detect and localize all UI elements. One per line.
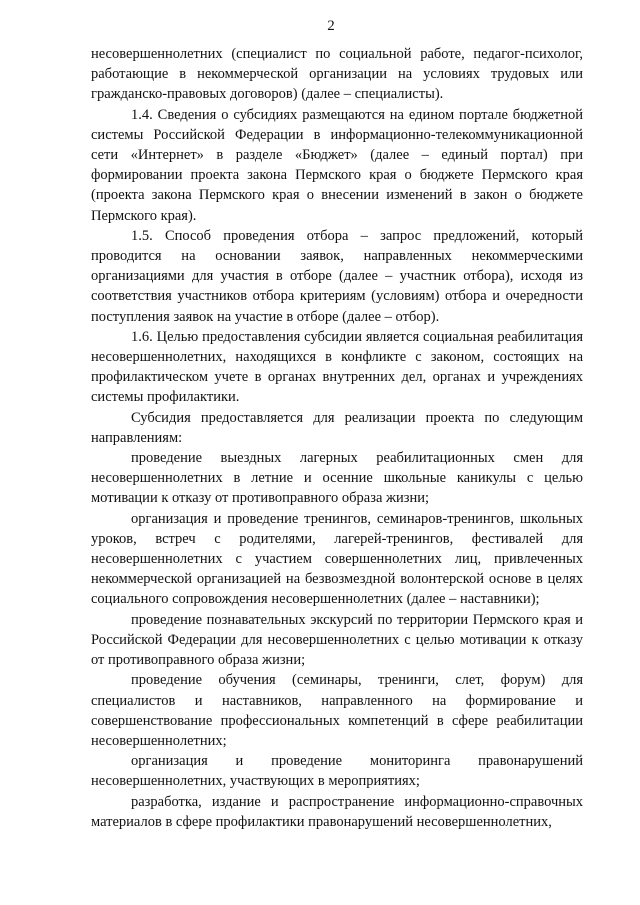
list-item-excursions: проведение познавательных экскурсий по территории Пермского края и Российской Федерации для несовершеннолетних с целью мотивации к отказу от противоправного образа жизни; [91,611,583,669]
list-item-trainings: организация и проведение тренингов, семинаров-тренингов, школьных уроков, встреч с родителями, лагерей-тренингов, фестивалей для несовершеннолетних с участием совершеннолетних лиц, привлеченных некоммерческой организацией на безвозмездной волонтерской основе в целях социального сопровождения несовершеннолетних (далее – наставники); [91,510,583,608]
list-item-info-materials: разработка, издание и распространение информационно-справочных материалов в сфере профилактики правонарушений несовершеннолетних, [91,793,583,830]
page-number: 2 [327,18,335,34]
list-item-monitoring: организация и проведение мониторинга правонарушений несовершеннолетних, участвующих в мероприятиях; [91,753,583,790]
paragraph-subsidy-directions: Субсидия предоставляется для реализации проекта по следующим направлениям: [91,409,583,446]
paragraph-continuation: несовершеннолетних (специалист по социальной работе, педагог-психолог, работающие в некоммерческой организации на условиях трудовых или гражданско-правовых договоров) (далее – специалисты). [91,46,583,103]
document-page [91,16,583,896]
list-item-camp-shifts: проведение выездных лагерных реабилитационных смен для несовершеннолетних в летние и осенние школьные каникулы с целью мотивации к отказу от противоправного образа жизни; [91,450,583,507]
paragraph-1-6-subsidy-goal: 1.6. Целью предоставления субсидии является социальная реабилитация несовершеннолетних, находящихся в конфликте с законом, состоящих на профилактическом учете в органах внутренних дел, органах и учреждениях системы профилактики. [91,328,583,406]
list-item-specialist-training: проведение обучения (семинары, тренинги, слет, форум) для специалистов и наставников, направленного на формирование и совершенствование профессиональных компетенций в сфере реабилитации несовершеннолетних; [91,672,583,749]
paragraph-1-4-subsidy-info: 1.4. Сведения о субсидиях размещаются на едином портале бюджетной системы Российской Федерации в информационно-телекоммуникационной сети «Интернет» в разделе «Бюджет» (далее – единый портал) при формировании проекта закона Пермского края о бюджете Пермского края (проекта закона Пермского края о внесении изменений в закон о бюджете Пермского края). [91,106,583,224]
paragraph-1-5-selection-method: 1.5. Способ проведения отбора – запрос предложений, который проводится на основании заявок, направленных некоммерческими организациями для участия в отборе (далее – участник отбора), исходя из соответствия участников отбора критериям (условиям) отбора и очередности поступления заявок на участие в отборе (далее – отбор). [91,227,583,325]
